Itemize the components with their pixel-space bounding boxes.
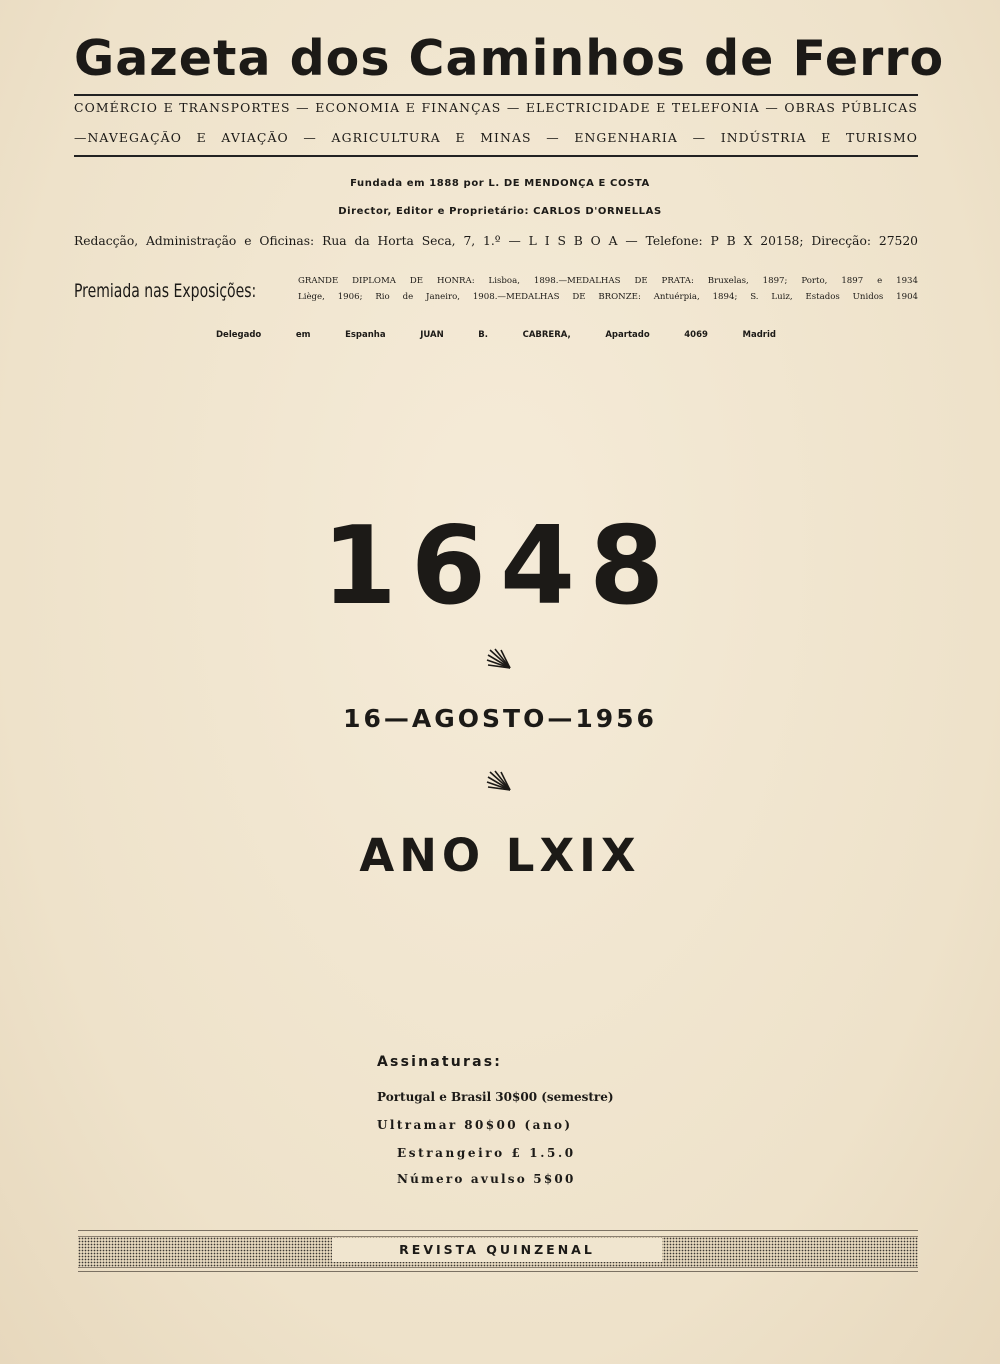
subscriptions-title: Assinaturas:	[377, 1054, 503, 1070]
issue-number: 1648	[321, 504, 679, 629]
masthead-rule-bottom	[74, 155, 918, 157]
footer-rule-bottom	[78, 1271, 918, 1272]
subscription-single-issue: Número avulso 5$00	[397, 1172, 576, 1186]
masthead-title: Gazeta dos Caminhos de Ferro	[74, 30, 945, 87]
issue-year: ANO LXIX	[359, 829, 641, 882]
topics-line-2: —NAVEGAÇÃO E AVIAÇÃO — AGRICULTURA E MINAS — ENGENHARIA — INDÚSTRIA E TURISMO	[74, 130, 918, 145]
director-line: Director, Editor e Proprietário: CARLOS D'ORNELLAS	[338, 206, 662, 217]
address-line: Redacção, Administração e Oficinas: Rua da Horta Seca, 7, 1.º — L I S B O A — Telefone: P B X 20158; Direcção: 27520	[74, 234, 918, 248]
footer-rule-top	[78, 1230, 918, 1231]
awards-line-1: GRANDE DIPLOMA DE HONRA: Lisboa, 1898.—MEDALHAS DE PRATA: Bruxelas, 1897; Porto, 1897 e 1934	[298, 276, 918, 286]
masthead-rule-top	[74, 94, 918, 96]
subscription-ultramar: Ultramar 80$00 (ano)	[377, 1118, 573, 1132]
footer-label: REVISTA QUINZENAL	[332, 1238, 662, 1262]
delegate-line: Delegado em Espanha JUAN B. CABRERA, Apartado 4069 Madrid	[216, 330, 776, 340]
awards-line-2: Liège, 1906; Rio de Janeiro, 1908.—MEDALHAS DE BRONZE: Antuérpia, 1894; S. Luiz, Estados Unidos 1904	[298, 292, 918, 302]
topics-line-1: COMÉRCIO E TRANSPORTES — ECONOMIA E FINANÇAS — ELECTRICIDADE E TELEFONIA — OBRAS PÚBLICAS	[74, 100, 918, 115]
awards-label: Premiada nas Exposições:	[74, 280, 257, 302]
issue-date: 16—AGOSTO—1956	[343, 704, 657, 733]
subscription-portugal: Portugal e Brasil 30$00 (semestre)	[377, 1090, 614, 1104]
fan-ornament-icon	[486, 648, 512, 670]
founded-line: Fundada em 1888 por L. DE MENDONÇA E COSTA	[350, 178, 650, 189]
fan-ornament-icon	[486, 770, 512, 792]
subscription-foreign: Estrangeiro £ 1.5.0	[397, 1146, 576, 1160]
